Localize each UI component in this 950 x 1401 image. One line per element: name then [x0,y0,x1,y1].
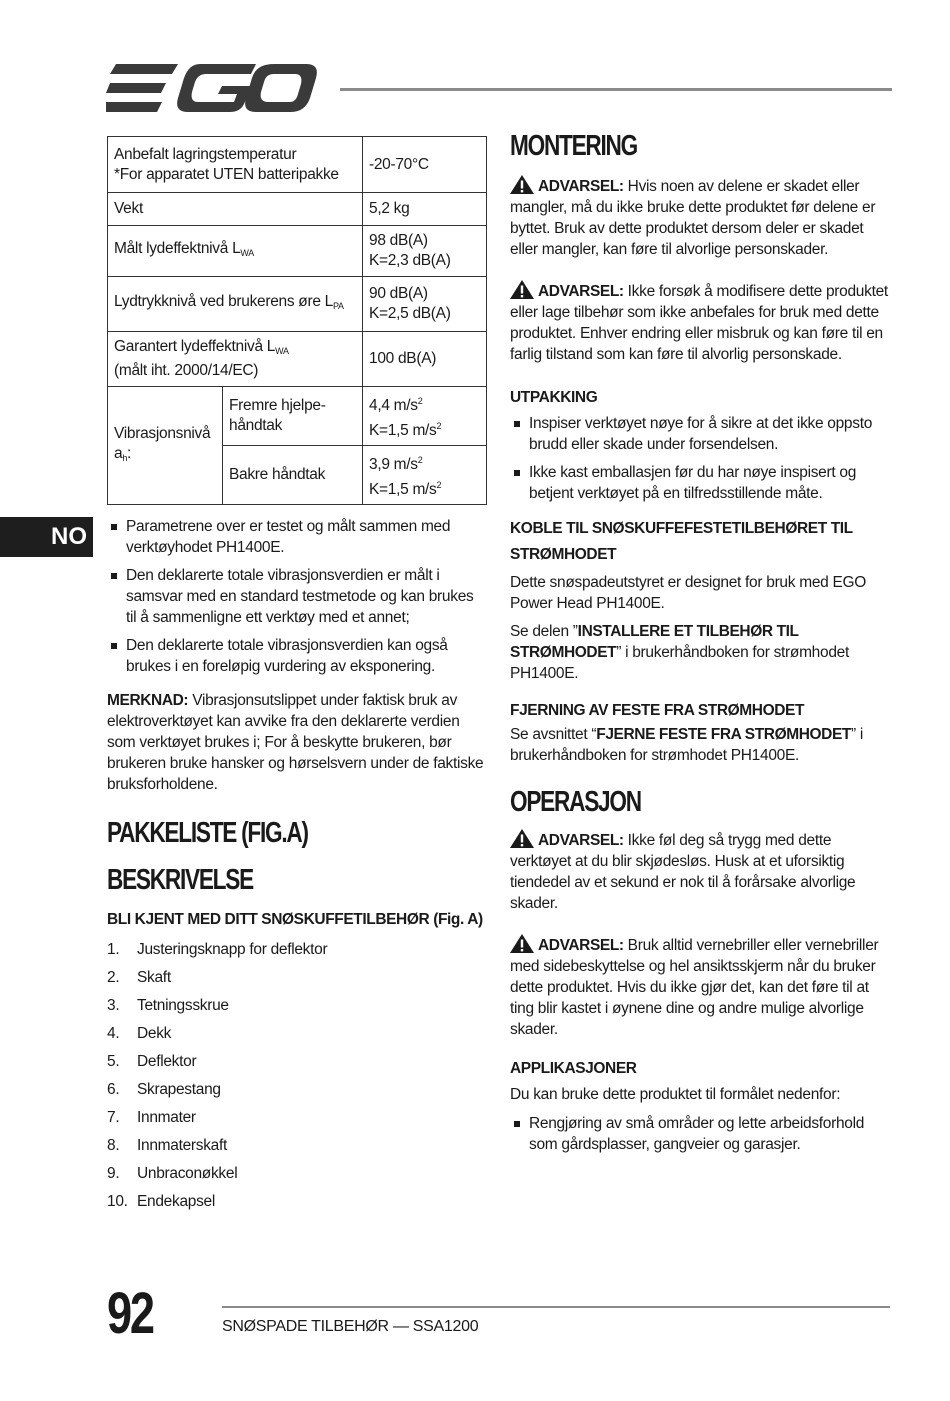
parts-list [107,935,487,1215]
list-item: Ikke kast emballasjen før du har nøye inspisert og betjent verktøyet på en tilfredsstillende måte. [510,462,895,504]
warning-paragraph: ADVARSEL: Bruk alltid vernebriller eller vernebriller med sidebeskyttelse og hel ansiktsskjerm når du bruker dette produktet. Hvis du ikke gjør det, kan det føre til at ting blir kastet i øynene dine og andre mulige alvorlige skader. [510,934,895,1040]
left-column [107,136,487,1215]
list-item [107,1103,487,1131]
part-number: 2. [107,968,120,986]
part-label: Skaft [137,968,171,986]
applications-heading: APPLIKASJONER [510,1060,637,1077]
warning-icon [510,175,534,194]
packing-list-heading: PAKKELISTE (FIG.A) [107,817,308,849]
unpacking-list [510,413,895,504]
part-label: Deflektor [137,1052,197,1070]
warning-paragraph: ADVARSEL: Ikke føl deg så trygg med dette verktøyet at du blir skjødesløs. Husk at et uforsiktig tiendedel av et sekund er nok til å forårsake alvorlige skader. [510,829,895,914]
part-label: Skrapestang [137,1080,221,1098]
table-row: Garantert lydeffektnivå $L_{WA}$ (målt iht. 2000/14/EC) 100 dB(A) [108,332,487,387]
list-item [107,935,487,963]
list-item [107,1187,487,1215]
part-number: 1. [107,940,120,958]
list-item: Rengjøring av små områder og lette arbeidsforhold som gårdsplasser, gangveier og garasjer. [510,1113,895,1155]
unpacking-heading: UTPAKKING [510,389,598,406]
note-paragraph: MERKNAD: Vibrasjonsutslippet under faktisk bruk av elektroverktøyet kan avvike fra den deklarerte verdien som verktøyet brukes i; For å beskytte brukeren, bør brukeren bruke hansker og hørselsvern under de faktiske bruksforholdene. [107,692,484,793]
right-column [510,130,895,1155]
table-row: Lydtrykknivå ved brukerens øre $L_{PA}$ 90 dB(A) K=2,5 dB(A) [108,277,487,332]
list-item: Den deklarerte totale vibrasjonsverdien er målt i samsvar med en standard testmetode og kan brukes til å sammenligne ett verktøy med et annet; [107,565,487,628]
assembly-heading: MONTERING [510,130,638,162]
remove-heading: FJERNING AV FESTE FRA STRØMHODET [510,702,805,719]
vibration-label: Vibrasjonsnivå $a_h$: [108,387,223,505]
connect-heading: KOBLE TIL SNØSKUFFEFESTETILBEHØRET TIL STRØMHODET [510,520,853,563]
warning-paragraph: ADVARSEL: Ikke forsøk å modifisere dette produktet eller lage tilbehør som ikke anbefales for bruk med dette produktet. Enhver endring eller misbruk og kan føre til en farlig tilstand som kan føre til alvorlig personskade. [510,280,895,365]
connect-paragraph: Dette snøspadeutstyret er designet for bruk med EGO Power Head PH1400E. [510,574,867,612]
part-label: Unbraconøkkel [137,1164,238,1182]
applications-intro: Du kan bruke dette produktet til formålet nedenfor: [510,1086,841,1103]
list-item [107,963,487,991]
part-number: 10. [107,1192,128,1210]
list-item [107,1019,487,1047]
part-number: 3. [107,996,120,1014]
part-number: 6. [107,1080,120,1098]
table-row: Målt lydeffektnivå $L_{WA}$ 98 dB(A) K=2,3 dB(A) [108,226,487,277]
table-row: Vibrasjonsnivå $a_h$: Fremre hjelpe-håndtak 4,4 $m/s^2$ K=1,5 $m/s^2$ [108,387,487,446]
warning-icon [510,934,534,953]
list-item [107,1131,487,1159]
table-row: Vekt 5,2 kg [108,193,487,226]
part-number: 4. [107,1024,120,1042]
measurement-notes-list [107,516,487,677]
part-label: Tetningsskrue [137,996,229,1014]
part-label: Innmaterskaft [137,1136,228,1154]
applications-list [510,1113,895,1155]
ego-logo [106,64,318,112]
spec-table [107,136,487,505]
part-label: Justeringsknapp for deflektor [137,940,328,958]
footer-title: SNØSPADE TILBEHØR — SSA1200 [222,1318,479,1335]
know-your-tool-heading: BLI KJENT MED DITT SNØSKUFFETILBEHØR (Fig. A) [107,911,483,928]
warning-paragraph: ADVARSEL: Hvis noen av delene er skadet eller mangler, må du ikke bruke dette produktet før delene er byttet. Bruk av dette produktet dersom deler er skadet eller mangler, kan føre til alvorlige personskader. [510,175,895,260]
remove-reference: Se avsnittet “FJERNE FESTE FRA STRØMHODET” i brukerhåndboken for strømhodet PH1400E. [510,726,864,764]
header-rule [340,88,892,91]
language-tab: NO [0,517,93,557]
part-number: 5. [107,1052,120,1070]
part-label: Dekk [137,1024,172,1042]
part-number: 8. [107,1136,120,1154]
description-heading: BESKRIVELSE [107,864,253,896]
part-number: 7. [107,1108,120,1126]
table-row: Anbefalt lagringstemperatur *For apparatet UTEN batteripakke -20-70°C [108,137,487,193]
list-item: Parametrene over er testet og målt sammen med verktøyhodet PH1400E. [107,516,487,558]
footer-rule [222,1306,890,1308]
list-item [107,1075,487,1103]
part-label: Innmater [137,1108,196,1126]
list-item [107,1159,487,1187]
list-item: Den deklarerte totale vibrasjonsverdien kan også brukes i en foreløpig vurdering av eksponering. [107,635,487,677]
page-number: 92 [107,1281,153,1346]
connect-reference: Se delen ”INSTALLERE ET TILBEHØR TIL STRØMHODET” i brukerhåndboken for strømhodet PH1400E. [510,623,849,682]
operation-heading: OPERASJON [510,786,641,818]
table-row: Bakre håndtak 3,9 $m/s^2$ K=1,5 $m/s^2$ [108,446,487,505]
part-label: Endekapsel [137,1192,216,1210]
list-item [107,1047,487,1075]
warning-icon [510,280,534,299]
warning-icon [510,829,534,848]
list-item [107,991,487,1019]
list-item: Inspiser verktøyet nøye for å sikre at det ikke oppsto brudd eller skade under forsendelsen. [510,413,895,455]
part-number: 9. [107,1164,120,1182]
